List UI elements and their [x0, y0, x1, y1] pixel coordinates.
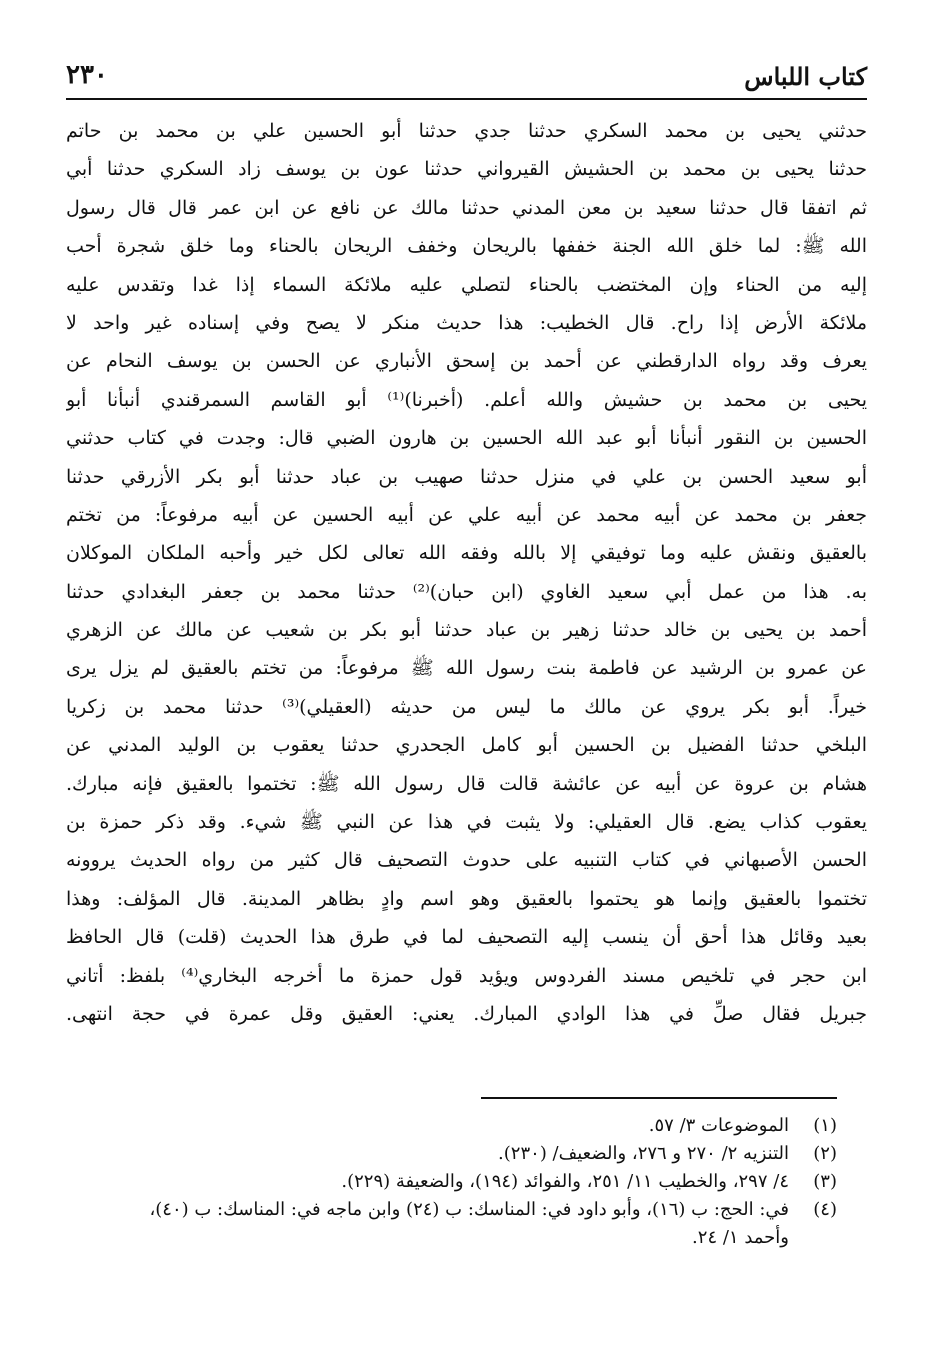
page-header	[66, 58, 867, 100]
text-line: جعفر بن محمد عن أبيه محمد عن أبيه علي عن أبيه الحسين عن أبيه مرفوعاً: من تختم	[66, 503, 867, 526]
text-line: الله ﷺ: لما خلق الله الجنة خففها بالريحان وخفف الريحان بالحناء وما خلق شجرة أحب	[66, 235, 867, 258]
text-line: ملائكة الأرض إذا راح. قال الخطيب: هذا حديث منكر لا يصح وفي إسناده غير واحد لا	[66, 311, 867, 334]
text-line: حدثني يحيى بن محمد السكري حدثنا جدي حدثنا أبو الحسين علي بن محمد بن حاتم	[66, 120, 867, 142]
footnote-text	[66, 1196, 789, 1252]
footnote	[66, 1140, 837, 1168]
footnote	[66, 1168, 837, 1196]
footnote-text-line: وأحمد ١/ ٢٤.	[692, 1227, 789, 1248]
text-line: يعرف وقد رواه الدارقطني عن أحمد بن إسحق الأنباري عن الحسن بن يوسف النحام عن	[66, 350, 867, 373]
footnote	[66, 1112, 837, 1140]
page-number: ٢٣٠	[66, 60, 108, 90]
text-line: يحيى بن محمد بن حشيش والله أعلم. (أخبرنا)⁽¹⁾ أبو القاسم السمرقندي أنبأنا أبو	[66, 388, 867, 411]
text-line: جبريل فقال صلِّ في هذا الوادي المبارك. يعني: العقيق وقل عمرة في حجة انتهى.	[66, 1002, 867, 1025]
text-line: الحسين بن النقور أنبأنا أبو عبد الله الحسين بن هارون الضبي قال: وجدت في كتاب حدثني	[66, 427, 867, 450]
text-line: يعقوب كذاب يضع. قال العقيلي: ولا يثبت في هذا عن النبي ﷺ شيء. وقد ذكر حمزة بن	[66, 811, 867, 834]
text-line: عن عمرو بن الرشيد عن فاطمة بنت رسول الله ﷺ مرفوعاً: من تختم بالعقيق لم يزل يرى	[66, 657, 867, 680]
text-line: ثم اتفقا قال حدثنا سعيد بن معن المدني حدثنا مالك عن نافع عن ابن عمر قال قال رسول	[66, 196, 867, 219]
text-line: تختموا بالعقيق وإنما هو يحتموا بالعقيق وهو اسم وادٍ بظاهر المدينة. قال المؤلف: وهذا	[66, 887, 867, 910]
text-line: به. هذا من عمل أبي سعيد الغاوي (ابن حبان)⁽²⁾ حدثنا محمد بن جعفر البغدادي حدثنا	[66, 580, 867, 603]
text-line: ابن حجر في تلخيص مسند الفردوس ويؤيد قول حمزة ما أخرجه البخاري⁽⁴⁾ بلفظ: أتاني	[66, 964, 867, 987]
footnote-divider	[481, 1097, 837, 1099]
text-line: إليه من الحناء وإن المختضب بالحناء لتصلي عليه ملائكة السماء إذا غدا وتقدس عليه	[66, 273, 867, 296]
footnote-text-line: في: الحج: ب (١٦)، وأبو داود في: المناسك: ب (٢٤) وابن ماجه في: المناسك: ب (٤٠)،	[149, 1199, 789, 1220]
text-line: حدثنا يحيى بن محمد بن الحشيش القيرواني حدثنا عون بن يوسف زاد السكري حدثنا أبي	[66, 158, 867, 181]
footnote-number: (٤)	[813, 1199, 837, 1220]
text-line: الحسن الأصبهاني في كتاب التنبيه على حدوث التصحيف قال كثير من رواه الحديث يروونه	[66, 849, 867, 872]
text-line: أبو سعيد الحسن بن علي في منزل حدثنا صهيب بن عباد حدثنا أبو بكر الأزرقي حدثنا	[66, 465, 867, 488]
text-line: أحمد بن يحيى بن خالد حدثنا زهير بن عباد حدثنا أبو بكر بن شعيب عن مالك عن الزهري	[66, 619, 867, 642]
footnote-number: (١)	[813, 1115, 837, 1136]
text-line: هشام بن عروة عن أبيه عن عائشة قالت قال رسول الله ﷺ: تختموا بالعقيق فإنه مبارك.	[66, 772, 867, 795]
text-line: خيراً. أبو بكر يروي عن مالك ما ليس من حديثه (العقيلي)⁽³⁾ حدثنا محمد بن زكريا	[66, 695, 867, 718]
footnote-number: (٢)	[813, 1143, 837, 1164]
chapter-title: كتاب اللباس	[744, 62, 867, 91]
text-line: بعيد وقائل هذا أحق أن ينسب إليه التصحيف لما في طرق هذا الحديث (قلت) قال الحافظ	[66, 926, 867, 949]
footnote-text: ٤/ ٢٩٧، والخطيب ١١/ ٢٥١، والفوائد (١٩٤)، والضعيفة (٢٢٩).	[341, 1171, 789, 1192]
text-line: بالعقيق ونقش عليه وما توفيقي إلا بالله وفقه الله تعالى لكل خير وأحبه الملكان الموكلان	[66, 542, 867, 565]
footnotes	[66, 1112, 837, 1252]
footnote-number: (٣)	[813, 1171, 837, 1192]
footnote	[66, 1196, 837, 1252]
footnote-text: التنزيه ٢/ ٢٧٠ و ٢٧٦، والضعيف/ (٢٣٠).	[498, 1143, 789, 1164]
footnote-text: الموضوعات ٣/ ٥٧.	[648, 1115, 789, 1136]
text-line: البلخي حدثنا الفضيل بن الحسين أبو كامل الجحدري حدثنا يعقوب بن الوليد المدني عن	[66, 734, 867, 757]
main-text	[66, 112, 867, 1033]
